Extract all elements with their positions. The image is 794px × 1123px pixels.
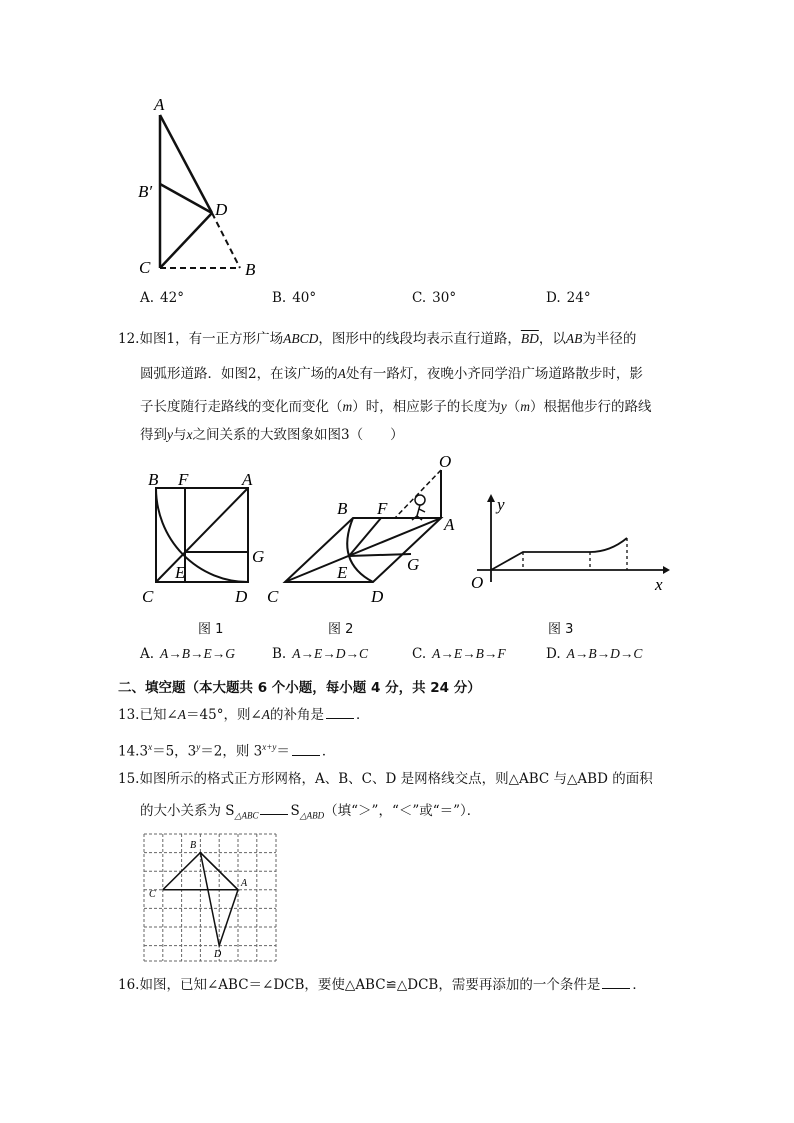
q12-figure-3 bbox=[465, 490, 675, 600]
q12-option-d[interactable]: D. A→B→D→C bbox=[546, 646, 643, 662]
q11-option-c[interactable]: C. 30° bbox=[412, 290, 457, 306]
fig2-caption: 图 2 bbox=[328, 622, 354, 637]
q13: 13.已知∠A＝45°，则∠A的补角是 ． bbox=[118, 707, 370, 723]
q11-label-Bprime: B′ bbox=[138, 182, 153, 201]
q12-option-c[interactable]: C. A→E→B→F bbox=[412, 646, 506, 662]
q13-answer-blank[interactable] bbox=[326, 706, 354, 719]
fig2-line-FE bbox=[349, 518, 381, 556]
q15-line2: 的大小关系为 $S_{\triangle ABC}$ $S_{\triangle ABD}$（填“＞”，“＜”或“＝”）． bbox=[140, 803, 481, 821]
fig2-arc bbox=[347, 518, 373, 582]
fig1-label-E: E bbox=[175, 563, 186, 582]
q14-answer-blank[interactable] bbox=[292, 743, 320, 756]
q15-answer-blank[interactable] bbox=[260, 802, 288, 815]
fig2-label-E: E bbox=[337, 563, 348, 582]
fig1-label-F: F bbox=[178, 470, 189, 489]
fig1-label-C: C bbox=[142, 587, 154, 606]
q11-label-D: D bbox=[215, 200, 228, 219]
q15-label-B: B bbox=[190, 840, 197, 851]
q11-label-C: C bbox=[139, 258, 151, 277]
q11-option-d[interactable]: D. 24° bbox=[546, 290, 591, 306]
q12-figure-2 bbox=[265, 450, 465, 610]
q15-label-D: D bbox=[214, 949, 222, 960]
q12-option-a[interactable]: A. A→B→E→G bbox=[140, 646, 236, 662]
q12-line1: 12.如图1，有一正方形广场ABCD，图形中的线段均表示直行道路，$\overline{BD}$，以AB为半径的 bbox=[118, 331, 637, 347]
q12-option-b[interactable]: B. A→E→D→C bbox=[272, 646, 368, 662]
fig3-x-arrow bbox=[663, 566, 670, 574]
fig2-label-F: F bbox=[377, 499, 388, 518]
fig2-label-A: A bbox=[444, 515, 455, 534]
q11-dash-DB bbox=[212, 213, 240, 268]
q11-option-b[interactable]: B. 40° bbox=[272, 290, 317, 306]
q12-line2: 圆弧形道路．如图2，在该广场的A处有一路灯，夜晚小齐同学沿广场道路散步时，影 bbox=[140, 366, 643, 382]
q11-label-B: B bbox=[245, 260, 256, 279]
fig3-curve-rise bbox=[590, 538, 627, 552]
q15-label-C: C bbox=[149, 889, 156, 900]
fig1-label-B: B bbox=[148, 470, 159, 489]
fig2-label-O: O bbox=[439, 452, 452, 471]
q11-option-a[interactable]: A. 42° bbox=[140, 290, 184, 306]
fig1-label-A: A bbox=[242, 470, 253, 489]
q12-line4: 得到y与x之间关系的大致图象如图3（ ） bbox=[140, 427, 404, 443]
fig1-caption: 图 1 bbox=[198, 622, 224, 637]
q12-line3: 子长度随行走路线的变化而变化（m）时，相应影子的长度为y（m）根据他步行的路线 bbox=[140, 399, 652, 415]
q15-line1: 15.如图所示的格式正方形网格，A、B、C、D 是网格线交点，则△ABC 与△ABD 的面积 bbox=[118, 771, 653, 787]
fig3-curve bbox=[491, 552, 590, 570]
fig2-label-G: G bbox=[407, 555, 420, 574]
fig1-line-AC bbox=[156, 488, 248, 582]
fig3-y-arrow bbox=[487, 494, 495, 502]
q15-grid-figure bbox=[140, 830, 280, 965]
fig2-person-icon bbox=[412, 495, 425, 520]
fig2-label-C: C bbox=[267, 587, 279, 606]
q16: 16.如图，已知∠ABC＝∠DCB，要使△ABC≌△DCB，需要再添加的一个条件是 ． bbox=[118, 977, 646, 993]
q16-answer-blank[interactable] bbox=[602, 976, 630, 989]
fig1-label-D: D bbox=[235, 587, 248, 606]
fig3-label-O: O bbox=[471, 573, 484, 592]
fig3-label-y: y bbox=[497, 495, 505, 514]
fig2-label-D: D bbox=[371, 587, 384, 606]
q15-label-A: A bbox=[241, 878, 248, 889]
q11-figure bbox=[130, 95, 270, 280]
fig3-label-x: x bbox=[655, 575, 663, 594]
q14: $14.3^x=5$，$3^y=2$，则 $3^{x+y}=$ ． bbox=[118, 742, 336, 760]
fig3-caption: 图 3 bbox=[548, 622, 574, 637]
fig2-label-B: B bbox=[337, 499, 348, 518]
section-2-title: 二、填空题（本大题共 6 个小题，每小题 4 分，共 24 分） bbox=[118, 680, 481, 696]
q12-figure-1 bbox=[138, 470, 273, 610]
q11-label-A: A bbox=[154, 95, 165, 114]
q11-line-CD bbox=[160, 213, 212, 268]
fig1-label-G: G bbox=[252, 547, 265, 566]
